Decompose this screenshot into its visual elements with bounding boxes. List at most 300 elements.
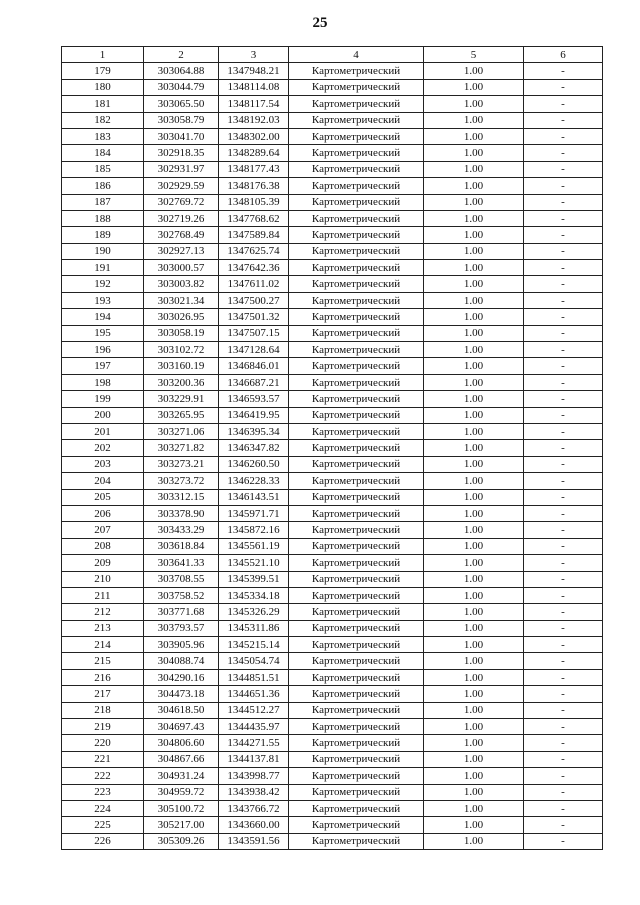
accuracy-cell: 1.00 (424, 292, 524, 308)
point-number-cell: 217 (62, 686, 144, 702)
note-cell: - (524, 669, 603, 685)
point-number-cell: 212 (62, 604, 144, 620)
x-coordinate-cell: 303200.36 (144, 374, 219, 390)
note-cell: - (524, 276, 603, 292)
y-coordinate-cell: 1343591.56 (219, 833, 289, 849)
table-row (62, 735, 603, 751)
method-cell: Картометрический (289, 505, 424, 521)
method-cell: Картометрический (289, 309, 424, 325)
accuracy-cell: 1.00 (424, 358, 524, 374)
method-cell: Картометрический (289, 522, 424, 538)
accuracy-cell: 1.00 (424, 538, 524, 554)
point-number-cell: 202 (62, 440, 144, 456)
method-cell: Картометрический (289, 587, 424, 603)
accuracy-cell: 1.00 (424, 784, 524, 800)
point-number-cell: 222 (62, 768, 144, 784)
y-coordinate-cell: 1348192.03 (219, 112, 289, 128)
note-cell: - (524, 784, 603, 800)
point-number-cell: 186 (62, 178, 144, 194)
table-row (62, 325, 603, 341)
method-cell: Картометрический (289, 620, 424, 636)
table-row (62, 260, 603, 276)
y-coordinate-cell: 1347501.32 (219, 309, 289, 325)
method-cell: Картометрический (289, 391, 424, 407)
x-coordinate-cell: 305309.26 (144, 833, 219, 849)
x-coordinate-cell: 303905.96 (144, 637, 219, 653)
x-coordinate-cell: 303003.82 (144, 276, 219, 292)
table-row (62, 161, 603, 177)
coordinates-table (61, 46, 603, 850)
note-cell: - (524, 309, 603, 325)
point-number-cell: 194 (62, 309, 144, 325)
note-cell: - (524, 128, 603, 144)
table-row (62, 604, 603, 620)
y-coordinate-cell: 1346347.82 (219, 440, 289, 456)
point-number-cell: 180 (62, 79, 144, 95)
column-header: 3 (219, 47, 289, 63)
note-cell: - (524, 145, 603, 161)
table-row (62, 800, 603, 816)
x-coordinate-cell: 303160.19 (144, 358, 219, 374)
x-coordinate-cell: 304088.74 (144, 653, 219, 669)
method-cell: Картометрический (289, 161, 424, 177)
column-header: 1 (62, 47, 144, 63)
accuracy-cell: 1.00 (424, 587, 524, 603)
y-coordinate-cell: 1348114.08 (219, 79, 289, 95)
x-coordinate-cell: 303641.33 (144, 555, 219, 571)
table-row (62, 194, 603, 210)
point-number-cell: 226 (62, 833, 144, 849)
method-cell: Картометрический (289, 719, 424, 735)
method-cell: Картометрический (289, 751, 424, 767)
y-coordinate-cell: 1344435.97 (219, 719, 289, 735)
y-coordinate-cell: 1345334.18 (219, 587, 289, 603)
note-cell: - (524, 407, 603, 423)
accuracy-cell: 1.00 (424, 227, 524, 243)
note-cell: - (524, 292, 603, 308)
accuracy-cell: 1.00 (424, 604, 524, 620)
method-cell: Картометрический (289, 800, 424, 816)
table-row (62, 276, 603, 292)
accuracy-cell: 1.00 (424, 178, 524, 194)
table-row (62, 309, 603, 325)
point-number-cell: 201 (62, 423, 144, 439)
method-cell: Картометрический (289, 686, 424, 702)
table-row (62, 374, 603, 390)
accuracy-cell: 1.00 (424, 735, 524, 751)
method-cell: Картометрический (289, 145, 424, 161)
y-coordinate-cell: 1345054.74 (219, 653, 289, 669)
point-number-cell: 205 (62, 489, 144, 505)
y-coordinate-cell: 1346419.95 (219, 407, 289, 423)
accuracy-cell: 1.00 (424, 325, 524, 341)
method-cell: Картометрический (289, 489, 424, 505)
x-coordinate-cell: 302768.49 (144, 227, 219, 243)
table-row (62, 489, 603, 505)
y-coordinate-cell: 1344851.51 (219, 669, 289, 685)
y-coordinate-cell: 1347611.02 (219, 276, 289, 292)
table-row (62, 817, 603, 833)
accuracy-cell: 1.00 (424, 194, 524, 210)
x-coordinate-cell: 305100.72 (144, 800, 219, 816)
point-number-cell: 179 (62, 63, 144, 79)
note-cell: - (524, 210, 603, 226)
accuracy-cell: 1.00 (424, 637, 524, 653)
point-number-cell: 221 (62, 751, 144, 767)
table-row (62, 571, 603, 587)
table-row (62, 686, 603, 702)
table-row (62, 96, 603, 112)
accuracy-cell: 1.00 (424, 63, 524, 79)
point-number-cell: 220 (62, 735, 144, 751)
point-number-cell: 197 (62, 358, 144, 374)
x-coordinate-cell: 303229.91 (144, 391, 219, 407)
table-row (62, 620, 603, 636)
y-coordinate-cell: 1348117.54 (219, 96, 289, 112)
accuracy-cell: 1.00 (424, 817, 524, 833)
point-number-cell: 218 (62, 702, 144, 718)
y-coordinate-cell: 1345311.86 (219, 620, 289, 636)
accuracy-cell: 1.00 (424, 161, 524, 177)
accuracy-cell: 1.00 (424, 505, 524, 521)
note-cell: - (524, 178, 603, 194)
y-coordinate-cell: 1347948.21 (219, 63, 289, 79)
x-coordinate-cell: 303102.72 (144, 342, 219, 358)
point-number-cell: 195 (62, 325, 144, 341)
table-row (62, 342, 603, 358)
point-number-cell: 182 (62, 112, 144, 128)
x-coordinate-cell: 302769.72 (144, 194, 219, 210)
y-coordinate-cell: 1348176.38 (219, 178, 289, 194)
accuracy-cell: 1.00 (424, 620, 524, 636)
accuracy-cell: 1.00 (424, 309, 524, 325)
accuracy-cell: 1.00 (424, 112, 524, 128)
point-number-cell: 199 (62, 391, 144, 407)
x-coordinate-cell: 304618.50 (144, 702, 219, 718)
method-cell: Картометрический (289, 227, 424, 243)
point-number-cell: 193 (62, 292, 144, 308)
y-coordinate-cell: 1347507.15 (219, 325, 289, 341)
y-coordinate-cell: 1344512.27 (219, 702, 289, 718)
table-row (62, 292, 603, 308)
method-cell: Картометрический (289, 653, 424, 669)
x-coordinate-cell: 303618.84 (144, 538, 219, 554)
method-cell: Картометрический (289, 96, 424, 112)
accuracy-cell: 1.00 (424, 702, 524, 718)
y-coordinate-cell: 1346687.21 (219, 374, 289, 390)
column-header: 4 (289, 47, 424, 63)
method-cell: Картометрический (289, 538, 424, 554)
table-row (62, 555, 603, 571)
table-row (62, 751, 603, 767)
method-cell: Картометрический (289, 637, 424, 653)
note-cell: - (524, 800, 603, 816)
note-cell: - (524, 227, 603, 243)
y-coordinate-cell: 1348289.64 (219, 145, 289, 161)
table-row (62, 210, 603, 226)
note-cell: - (524, 620, 603, 636)
accuracy-cell: 1.00 (424, 669, 524, 685)
method-cell: Картометрический (289, 669, 424, 685)
method-cell: Картометрический (289, 817, 424, 833)
x-coordinate-cell: 302719.26 (144, 210, 219, 226)
x-coordinate-cell: 303433.29 (144, 522, 219, 538)
point-number-cell: 198 (62, 374, 144, 390)
point-number-cell: 181 (62, 96, 144, 112)
table-row (62, 669, 603, 685)
accuracy-cell: 1.00 (424, 145, 524, 161)
point-number-cell: 187 (62, 194, 144, 210)
accuracy-cell: 1.00 (424, 374, 524, 390)
accuracy-cell: 1.00 (424, 555, 524, 571)
note-cell: - (524, 637, 603, 653)
note-cell: - (524, 702, 603, 718)
y-coordinate-cell: 1343938.42 (219, 784, 289, 800)
accuracy-cell: 1.00 (424, 719, 524, 735)
x-coordinate-cell: 303021.34 (144, 292, 219, 308)
method-cell: Картометрический (289, 128, 424, 144)
table-row (62, 505, 603, 521)
note-cell: - (524, 161, 603, 177)
page-number: 25 (312, 15, 328, 31)
method-cell: Картометрический (289, 63, 424, 79)
y-coordinate-cell: 1348302.00 (219, 128, 289, 144)
note-cell: - (524, 751, 603, 767)
table-row (62, 538, 603, 554)
x-coordinate-cell: 303378.90 (144, 505, 219, 521)
point-number-cell: 216 (62, 669, 144, 685)
table-row (62, 79, 603, 95)
x-coordinate-cell: 303058.79 (144, 112, 219, 128)
note-cell: - (524, 719, 603, 735)
note-cell: - (524, 374, 603, 390)
x-coordinate-cell: 303793.57 (144, 620, 219, 636)
note-cell: - (524, 555, 603, 571)
table-body (62, 63, 603, 850)
method-cell: Картометрический (289, 784, 424, 800)
x-coordinate-cell: 303312.15 (144, 489, 219, 505)
method-cell: Картометрический (289, 604, 424, 620)
y-coordinate-cell: 1347500.27 (219, 292, 289, 308)
accuracy-cell: 1.00 (424, 768, 524, 784)
note-cell: - (524, 112, 603, 128)
point-number-cell: 224 (62, 800, 144, 816)
y-coordinate-cell: 1347589.84 (219, 227, 289, 243)
point-number-cell: 200 (62, 407, 144, 423)
note-cell: - (524, 325, 603, 341)
accuracy-cell: 1.00 (424, 260, 524, 276)
point-number-cell: 189 (62, 227, 144, 243)
y-coordinate-cell: 1347768.62 (219, 210, 289, 226)
y-coordinate-cell: 1343766.72 (219, 800, 289, 816)
method-cell: Картометрический (289, 768, 424, 784)
accuracy-cell: 1.00 (424, 391, 524, 407)
point-number-cell: 208 (62, 538, 144, 554)
x-coordinate-cell: 303758.52 (144, 587, 219, 603)
table-row (62, 145, 603, 161)
table-row (62, 653, 603, 669)
point-number-cell: 223 (62, 784, 144, 800)
method-cell: Картометрический (289, 473, 424, 489)
point-number-cell: 192 (62, 276, 144, 292)
method-cell: Картометрический (289, 735, 424, 751)
y-coordinate-cell: 1347128.64 (219, 342, 289, 358)
table-row (62, 719, 603, 735)
note-cell: - (524, 686, 603, 702)
note-cell: - (524, 522, 603, 538)
method-cell: Картометрический (289, 243, 424, 259)
accuracy-cell: 1.00 (424, 833, 524, 849)
note-cell: - (524, 96, 603, 112)
method-cell: Картометрический (289, 358, 424, 374)
x-coordinate-cell: 304697.43 (144, 719, 219, 735)
table-row (62, 522, 603, 538)
accuracy-cell: 1.00 (424, 243, 524, 259)
column-header: 5 (424, 47, 524, 63)
x-coordinate-cell: 304473.18 (144, 686, 219, 702)
method-cell: Картометрический (289, 702, 424, 718)
x-coordinate-cell: 303026.95 (144, 309, 219, 325)
x-coordinate-cell: 302918.35 (144, 145, 219, 161)
method-cell: Картометрический (289, 456, 424, 472)
table-row (62, 702, 603, 718)
method-cell: Картометрический (289, 833, 424, 849)
y-coordinate-cell: 1347642.36 (219, 260, 289, 276)
point-number-cell: 210 (62, 571, 144, 587)
y-coordinate-cell: 1344271.55 (219, 735, 289, 751)
point-number-cell: 213 (62, 620, 144, 636)
table-row (62, 227, 603, 243)
accuracy-cell: 1.00 (424, 423, 524, 439)
point-number-cell: 185 (62, 161, 144, 177)
x-coordinate-cell: 303044.79 (144, 79, 219, 95)
point-number-cell: 183 (62, 128, 144, 144)
y-coordinate-cell: 1343660.00 (219, 817, 289, 833)
note-cell: - (524, 505, 603, 521)
y-coordinate-cell: 1345971.71 (219, 505, 289, 521)
x-coordinate-cell: 303271.06 (144, 423, 219, 439)
x-coordinate-cell: 303058.19 (144, 325, 219, 341)
y-coordinate-cell: 1346846.01 (219, 358, 289, 374)
point-number-cell: 204 (62, 473, 144, 489)
y-coordinate-cell: 1347625.74 (219, 243, 289, 259)
point-number-cell: 211 (62, 587, 144, 603)
x-coordinate-cell: 305217.00 (144, 817, 219, 833)
accuracy-cell: 1.00 (424, 79, 524, 95)
method-cell: Картометрический (289, 407, 424, 423)
table-row (62, 637, 603, 653)
y-coordinate-cell: 1344651.36 (219, 686, 289, 702)
x-coordinate-cell: 303273.21 (144, 456, 219, 472)
x-coordinate-cell: 302927.13 (144, 243, 219, 259)
accuracy-cell: 1.00 (424, 342, 524, 358)
table-header-row (62, 47, 603, 63)
accuracy-cell: 1.00 (424, 751, 524, 767)
x-coordinate-cell: 303273.72 (144, 473, 219, 489)
y-coordinate-cell: 1346593.57 (219, 391, 289, 407)
method-cell: Картометрический (289, 292, 424, 308)
y-coordinate-cell: 1348177.43 (219, 161, 289, 177)
x-coordinate-cell: 304290.16 (144, 669, 219, 685)
y-coordinate-cell: 1346260.50 (219, 456, 289, 472)
accuracy-cell: 1.00 (424, 128, 524, 144)
y-coordinate-cell: 1343998.77 (219, 768, 289, 784)
x-coordinate-cell: 303771.68 (144, 604, 219, 620)
y-coordinate-cell: 1348105.39 (219, 194, 289, 210)
point-number-cell: 219 (62, 719, 144, 735)
y-coordinate-cell: 1346228.33 (219, 473, 289, 489)
note-cell: - (524, 473, 603, 489)
accuracy-cell: 1.00 (424, 96, 524, 112)
note-cell: - (524, 604, 603, 620)
table-row (62, 358, 603, 374)
accuracy-cell: 1.00 (424, 473, 524, 489)
y-coordinate-cell: 1345872.16 (219, 522, 289, 538)
table-row (62, 833, 603, 849)
accuracy-cell: 1.00 (424, 686, 524, 702)
method-cell: Картометрический (289, 374, 424, 390)
accuracy-cell: 1.00 (424, 653, 524, 669)
table-row (62, 178, 603, 194)
point-number-cell: 214 (62, 637, 144, 653)
note-cell: - (524, 538, 603, 554)
note-cell: - (524, 260, 603, 276)
table-row (62, 391, 603, 407)
method-cell: Картометрический (289, 178, 424, 194)
method-cell: Картометрический (289, 342, 424, 358)
point-number-cell: 184 (62, 145, 144, 161)
y-coordinate-cell: 1345399.51 (219, 571, 289, 587)
method-cell: Картометрический (289, 325, 424, 341)
note-cell: - (524, 571, 603, 587)
accuracy-cell: 1.00 (424, 522, 524, 538)
note-cell: - (524, 391, 603, 407)
table-row (62, 473, 603, 489)
table-row (62, 587, 603, 603)
column-header: 2 (144, 47, 219, 63)
note-cell: - (524, 243, 603, 259)
accuracy-cell: 1.00 (424, 276, 524, 292)
method-cell: Картометрический (289, 210, 424, 226)
accuracy-cell: 1.00 (424, 440, 524, 456)
note-cell: - (524, 489, 603, 505)
method-cell: Картометрический (289, 276, 424, 292)
y-coordinate-cell: 1345326.29 (219, 604, 289, 620)
accuracy-cell: 1.00 (424, 210, 524, 226)
point-number-cell: 190 (62, 243, 144, 259)
note-cell: - (524, 456, 603, 472)
x-coordinate-cell: 303000.57 (144, 260, 219, 276)
x-coordinate-cell: 303064.88 (144, 63, 219, 79)
table-row (62, 128, 603, 144)
note-cell: - (524, 768, 603, 784)
note-cell: - (524, 342, 603, 358)
table-row (62, 407, 603, 423)
note-cell: - (524, 833, 603, 849)
accuracy-cell: 1.00 (424, 571, 524, 587)
table-row (62, 768, 603, 784)
x-coordinate-cell: 303708.55 (144, 571, 219, 587)
table-row (62, 456, 603, 472)
note-cell: - (524, 440, 603, 456)
method-cell: Картометрический (289, 571, 424, 587)
accuracy-cell: 1.00 (424, 456, 524, 472)
accuracy-cell: 1.00 (424, 407, 524, 423)
method-cell: Картометрический (289, 79, 424, 95)
x-coordinate-cell: 303065.50 (144, 96, 219, 112)
y-coordinate-cell: 1344137.81 (219, 751, 289, 767)
y-coordinate-cell: 1345521.10 (219, 555, 289, 571)
